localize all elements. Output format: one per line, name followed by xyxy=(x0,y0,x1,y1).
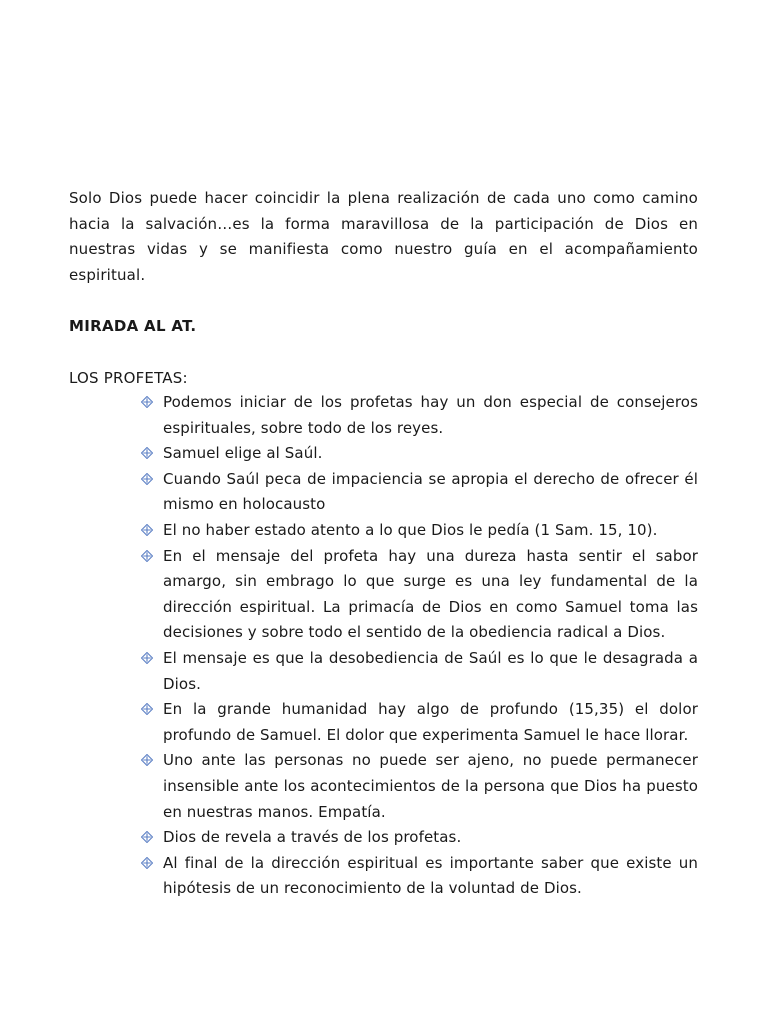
list-item-text: Podemos iniciar de los profetas hay un don especial de consejeros espirituales, sobre todo de los reyes. xyxy=(163,393,698,437)
list-item xyxy=(140,390,698,441)
section-heading: MIRADA AL AT. xyxy=(69,317,197,335)
bullet-icon xyxy=(141,447,153,459)
list-item-text: Al final de la dirección espiritual es importante saber que existe un hipótesis de un reconocimiento de la voluntad de Dios. xyxy=(163,853,698,898)
bullet-list xyxy=(140,390,698,902)
bullet-icon xyxy=(141,473,153,485)
list-item xyxy=(140,748,698,825)
list-item-text: El no haber estado atento a lo que Dios le pedía (1 Sam. 15, 10). xyxy=(163,520,658,539)
list-item-text: En el mensaje del profeta hay una dureza hasta sentir el sabor amargo, sin embrago lo que surge es una ley fundamental de la dirección espiritual. La primacía de Dios en como Samuel toma las decisiones y sobre todo el sentido de la obediencia radical a Dios. xyxy=(163,546,698,642)
list-item xyxy=(140,825,698,851)
intro-paragraph: Solo Dios puede hacer coincidir la plena realización de cada uno como camino hacia la salvación…es la forma maravillosa de la participación de Dios en nuestras vidas y se manifiesta como nuestro guía en el acompañamiento espiritual. xyxy=(69,189,698,284)
list-item-text: El mensaje es que la desobediencia de Saúl es lo que le desagrada a Dios. xyxy=(163,648,698,693)
list-item xyxy=(140,441,698,467)
list-item-text: Cuando Saúl peca de impaciencia se apropia el derecho de ofrecer él mismo en holocausto xyxy=(163,469,698,514)
list-item-text: Dios de revela a través de los profetas. xyxy=(163,828,462,847)
bullet-icon xyxy=(141,524,153,536)
bullet-icon xyxy=(141,703,153,715)
list-item xyxy=(140,851,698,902)
bullet-icon xyxy=(141,550,153,562)
list-item-text: En la grande humanidad hay algo de profundo (15,35) el dolor profundo de Samuel. El dolor que experimenta Samuel le hace llorar. xyxy=(163,700,698,744)
list-item xyxy=(140,646,698,697)
list-item-text: Samuel elige al Saúl. xyxy=(163,444,323,463)
bullet-icon xyxy=(141,396,153,408)
list-item xyxy=(140,697,698,748)
subsection-heading: LOS PROFETAS: xyxy=(69,369,188,387)
list-item xyxy=(140,518,698,544)
bullet-icon xyxy=(141,652,153,664)
list-item xyxy=(140,467,698,518)
bullet-icon xyxy=(141,857,153,869)
list-item-text: Uno ante las personas no puede ser ajeno, no puede permanecer insensible ante los acontecimientos de la persona que Dios ha puesto en nuestras manos. Empatía. xyxy=(163,751,698,821)
bullet-icon xyxy=(141,754,153,766)
bullet-icon xyxy=(141,831,153,843)
list-item xyxy=(140,544,698,646)
